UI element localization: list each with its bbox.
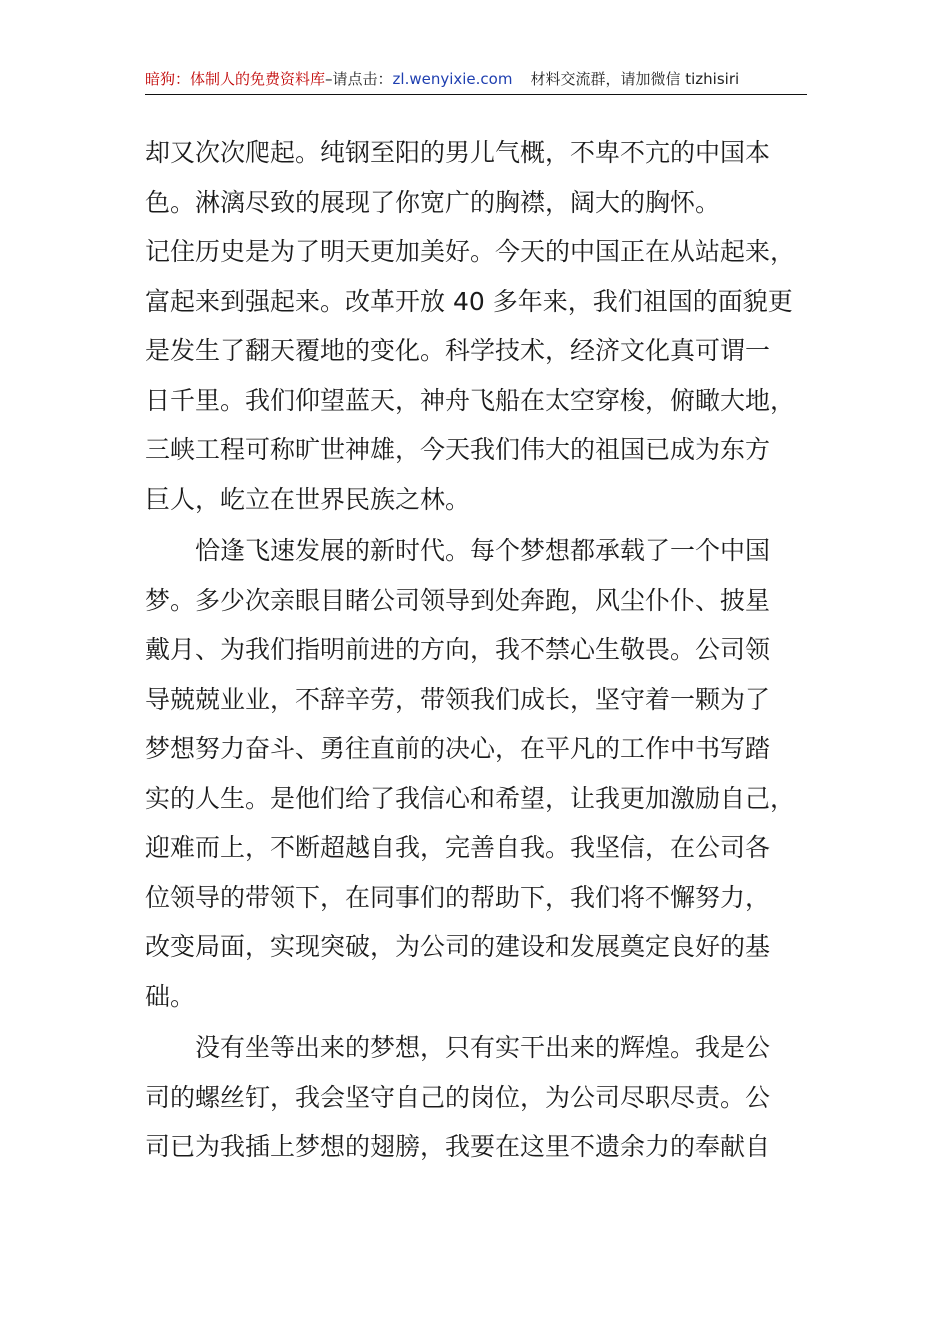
text-line: 梦想努力奋斗、勇往直前的决心，在平凡的工作中书写踏 <box>145 734 771 763</box>
document-body <box>145 128 807 1172</box>
header-click-prompt: –请点击： <box>325 70 393 88</box>
text-line: 位领导的带领下，在同事们的帮助下，我们将不懈努力， <box>145 882 771 912</box>
header-site-name: 暗狗：体制人的免费资料库 <box>145 70 326 88</box>
text-line: 导兢兢业业，不辞辛劳，带领我们成长，坚守着一颗为了 <box>145 684 771 714</box>
text-line: 巨人，屹立在世界民族之林。 <box>145 484 471 514</box>
text-line: 梦。多少次亲眼目睹公司领导到处奔跑，风尘仆仆、披星 <box>145 585 771 615</box>
text-line: 三峡工程可称旷世神雄，今天我们伟大的祖国已成为东方 <box>145 435 771 464</box>
header-divider <box>145 94 807 95</box>
text-line: 戴月、为我们指明前进的方向，我不禁心生敬畏。公司领 <box>145 635 771 664</box>
text-line: 却又次次爬起。纯钢至阳的男儿气概，不卑不亢的中国本 <box>145 138 771 167</box>
text-line: 没有坐等出来的梦想，只有实干出来的辉煌。我是公 <box>195 1033 771 1062</box>
text-line: 记住历史是为了明天更加美好。今天的中国正在从站起来， <box>145 237 796 266</box>
text-line: 富起来到强起来。改革开放 40 多年来，我们祖国的面貌更 <box>145 286 793 316</box>
text-line: 日千里。我们仰望蓝天，神舟飞船在太空穿梭，俯瞰大地， <box>145 385 796 415</box>
text-line: 司的螺丝钉，我会坚守自己的岗位，为公司尽职尽责。公 <box>145 1082 771 1112</box>
text-line: 迎难而上，不断超越自我，完善自我。我坚信，在公司各 <box>145 833 771 862</box>
page-header <box>145 66 807 94</box>
text-line: 础。 <box>145 981 196 1011</box>
text-line: 改变局面，实现突破，为公司的建设和发展奠定良好的基 <box>145 932 771 961</box>
header-group-notice: 材料交流群，请加微信 tizhisiri <box>530 70 740 88</box>
header-url-link[interactable]: zl.wenyixie.com <box>392 70 513 88</box>
text-line: 色。淋漓尽致的展现了你宽广的胸襟，阔大的胸怀。 <box>145 187 721 217</box>
text-line: 恰逢飞速发展的新时代。每个梦想都承载了一个中国 <box>195 536 771 565</box>
text-line: 是发生了翻天覆地的变化。科学技术，经济文化真可谓一 <box>145 336 771 365</box>
text-line: 实的人生。是他们给了我信心和希望，让我更加激励自己， <box>145 783 796 813</box>
text-line: 司已为我插上梦想的翅膀，我要在这里不遗余力的奉献自 <box>145 1132 771 1161</box>
